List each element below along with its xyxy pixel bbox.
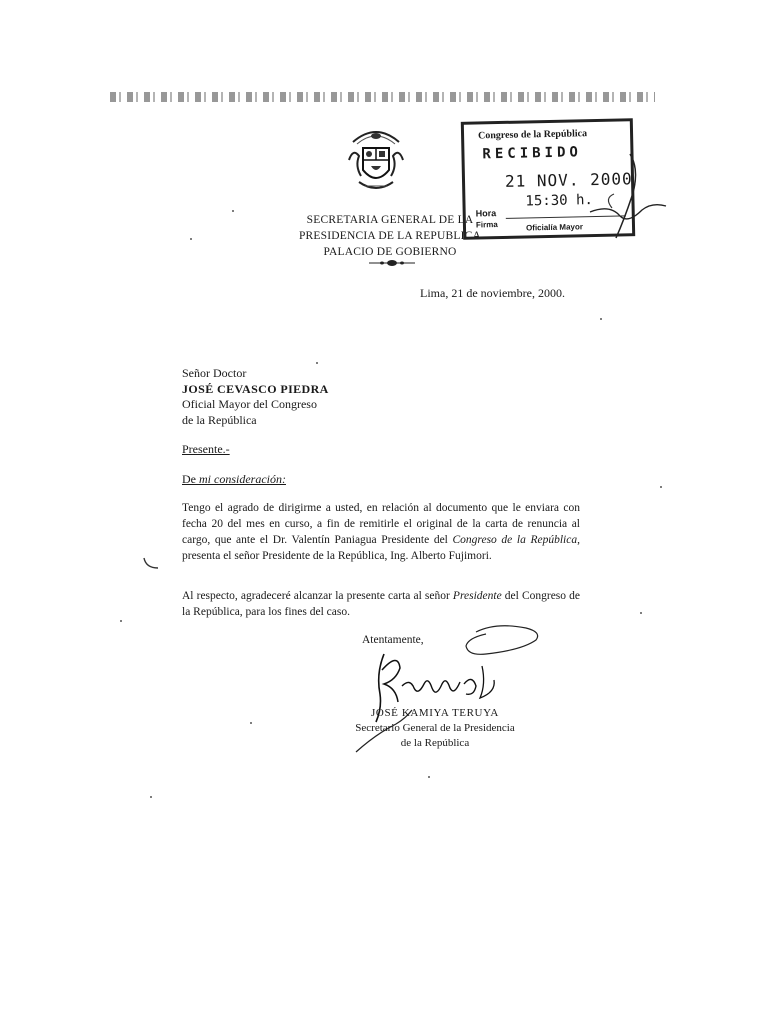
signer-name: JOSÉ KAMIYA TERUYA: [371, 707, 499, 719]
para2-part-c: del Congreso de la República, para los fines del caso.: [182, 590, 580, 618]
signer-title-1: Secretario General de la Presidencia: [355, 722, 515, 734]
scan-speck: [120, 620, 122, 622]
scan-speck: [640, 612, 642, 614]
scan-artifact-top: [110, 92, 655, 102]
ornament-divider-icon: [367, 258, 417, 268]
para2-part-a: Al respecto, agradeceré alcanzar la presente carta al señor: [182, 590, 453, 602]
salutation: Presente.-: [182, 442, 230, 456]
scan-speck: [600, 318, 602, 320]
stamp-time: 15:30 h.: [525, 192, 594, 210]
consideration-mi: mi: [199, 472, 211, 486]
stamp-date: 21 NOV. 2000: [504, 169, 633, 191]
closing: Atentamente,: [362, 634, 424, 646]
body-paragraph-1: [182, 500, 580, 564]
recipient-institution: de la República: [182, 412, 257, 427]
para2-part-b: Presidente: [452, 590, 502, 602]
letterhead-line-3: PALACIO DE GOBIERNO: [323, 246, 457, 258]
stamp-firma-label: Firma: [475, 220, 498, 230]
scan-speck: [428, 776, 430, 778]
signer-block: [340, 706, 530, 751]
para1-part-b: Congreso de la República: [452, 534, 578, 546]
recipient-position: Oficial Mayor del Congreso: [182, 397, 317, 411]
scan-speck: [316, 362, 318, 364]
consideration-line: [182, 472, 286, 487]
signer-title-2: de la República: [400, 737, 470, 749]
stamp-initials-scribble: [520, 150, 670, 240]
para1-part-c: , presenta el señor Presidente de la República, Ing. Alberto Fujimori.: [182, 534, 580, 562]
stamp-organization: Congreso de la República: [477, 128, 588, 142]
scan-speck: [190, 238, 192, 240]
letterhead-line-2: PRESIDENCIA DE LA REPUBLICA: [298, 230, 482, 242]
recipient-block: [182, 366, 329, 428]
recipient-title: Señor Doctor: [182, 366, 247, 380]
place-and-date: Lima, 21 de noviembre, 2000.: [420, 286, 565, 300]
scan-speck: [232, 210, 234, 212]
para1-part-a: Tengo el agrado de dirigirme a usted, en relación al documento que le enviara con fecha 20 del mes en curso, a fin de remitirle el original de la carta de renuncia al cargo, que ante el Dr. Valentín Paniagua Presidente del: [182, 502, 580, 546]
stamp-office: Oficialía Mayor: [525, 222, 584, 233]
coat-of-arms-icon: [345, 120, 407, 200]
stamp-status: RECIBIDO: [482, 144, 583, 163]
stamp-hora-label: Hora: [475, 208, 497, 219]
scan-speck: [150, 796, 152, 798]
scan-speck: [250, 722, 252, 724]
letterhead-line-1: SECRETARIA GENERAL DE LA: [306, 214, 474, 226]
scan-mark: [142, 554, 162, 574]
recipient-name: JOSÉ CEVASCO PIEDRA: [182, 381, 329, 396]
consideration-rest: consideración:: [211, 472, 286, 486]
scan-speck: [660, 486, 662, 488]
consideration-prefix: De: [182, 472, 199, 486]
